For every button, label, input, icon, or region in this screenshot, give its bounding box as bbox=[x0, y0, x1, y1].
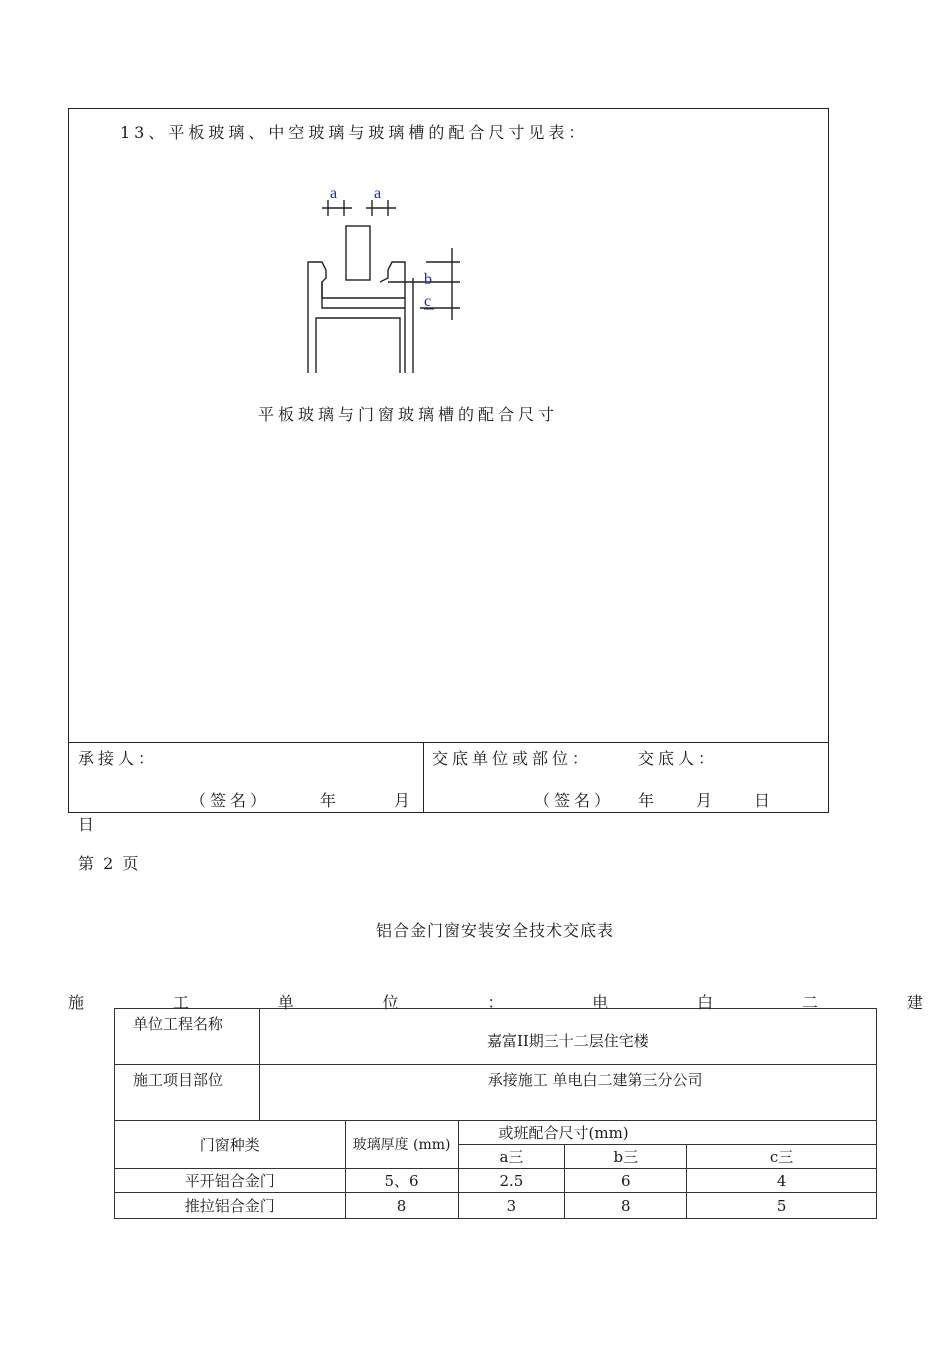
cu-char-7: 二 bbox=[802, 993, 819, 1012]
footer-column-divider bbox=[423, 742, 424, 812]
month-right: 月 bbox=[696, 791, 713, 810]
day-right: 日 bbox=[754, 791, 771, 810]
cu-char-2: 单 bbox=[277, 993, 294, 1012]
project-name-value: 嘉富II期三十二层住宅楼 bbox=[259, 1009, 876, 1065]
year-left: 年 bbox=[320, 791, 337, 810]
project-part-label: 施工项目部位 bbox=[115, 1065, 260, 1121]
table-header-row bbox=[115, 1121, 877, 1145]
diagram-caption: 平板玻璃与门窗玻璃槽的配合尺寸 bbox=[258, 405, 559, 424]
cu-char-8: 建 bbox=[906, 993, 923, 1012]
col-b-header: b三 bbox=[565, 1145, 687, 1169]
cu-char-5: 电 bbox=[592, 993, 609, 1012]
groove-bottom-line bbox=[322, 282, 405, 298]
project-part-value: 承接施工 单电白二建第三分公司 bbox=[259, 1065, 876, 1121]
row-a: 3 bbox=[458, 1193, 565, 1219]
table-row bbox=[115, 1065, 877, 1121]
col-type-header: 门窗种类 bbox=[115, 1121, 346, 1169]
label-b: b bbox=[424, 271, 432, 288]
glass-groove-diagram bbox=[300, 178, 470, 378]
project-name-label: 单位工程名称 bbox=[115, 1009, 260, 1065]
col-c-header: c三 bbox=[687, 1145, 877, 1169]
row-a: 2.5 bbox=[458, 1169, 565, 1193]
row-c: 4 bbox=[687, 1169, 877, 1193]
sign-right: （签名） bbox=[534, 791, 615, 810]
handover-person-label: 交底人： bbox=[638, 749, 719, 768]
table-row bbox=[115, 1169, 877, 1193]
glass-pane bbox=[346, 226, 370, 280]
item-13-text: 13、平板玻璃、中空玻璃与玻璃槽的配合尺寸见表： bbox=[120, 123, 589, 142]
groove-inner-profile bbox=[316, 318, 400, 373]
row-thickness: 5、6 bbox=[345, 1169, 458, 1193]
spec-table bbox=[114, 1008, 877, 1219]
table-row bbox=[115, 1193, 877, 1219]
row-b: 8 bbox=[565, 1193, 687, 1219]
footer-divider bbox=[69, 742, 828, 743]
receiver-label: 承接人： bbox=[78, 749, 159, 768]
table-row bbox=[115, 1009, 877, 1065]
cu-char-3: 位 bbox=[382, 993, 399, 1012]
day-left: 日 bbox=[78, 815, 95, 834]
label-c: c bbox=[424, 293, 432, 310]
month-left: 月 bbox=[394, 791, 411, 810]
col-thickness-header: 玻璃厚度 (mm) bbox=[345, 1121, 458, 1169]
col-a-header: a三 bbox=[458, 1145, 565, 1169]
page2-title: 铝合金门窗安装安全技术交底表 bbox=[375, 921, 614, 940]
page-number: 第 2 页 bbox=[78, 854, 141, 873]
row-thickness: 8 bbox=[345, 1193, 458, 1219]
label-a-right: a bbox=[374, 185, 382, 202]
sign-left: （签名） bbox=[190, 791, 271, 810]
label-a-left: a bbox=[330, 185, 338, 202]
year-right: 年 bbox=[638, 791, 655, 810]
cu-char-6: 白 bbox=[697, 993, 714, 1012]
cu-char-0: 施 bbox=[68, 993, 85, 1012]
cu-char-4: ： bbox=[487, 993, 504, 1012]
row-type: 平开铝合金门 bbox=[115, 1169, 346, 1193]
handover-unit-label: 交底单位或部位： bbox=[432, 749, 593, 768]
row-b: 6 bbox=[565, 1169, 687, 1193]
cu-char-1: 工 bbox=[172, 993, 189, 1012]
col-fit-header: 或班配合尺寸(mm) bbox=[458, 1121, 877, 1145]
row-c: 5 bbox=[687, 1193, 877, 1219]
row-type: 推拉铝合金门 bbox=[115, 1193, 346, 1219]
